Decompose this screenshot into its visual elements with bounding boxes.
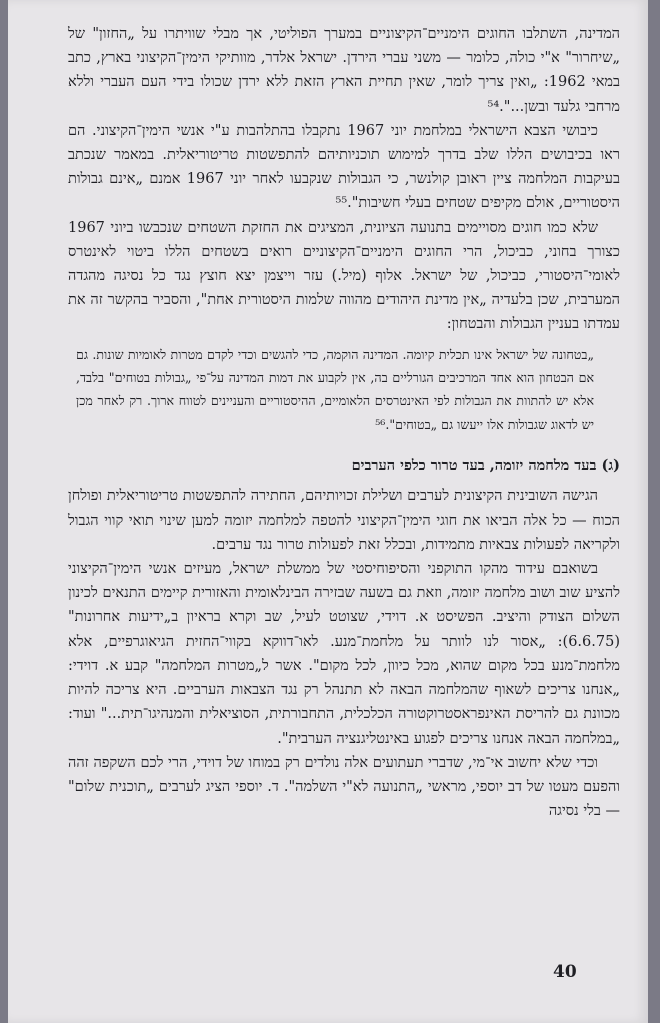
book-page [8,0,648,1023]
paragraph: המדינה, השתלבו החוגים הימניים־הקיצוניים במערך הפוליטי, אך מבלי שוויתרו על „החזון" של „שיחרור" א"י כולה, כלומר — משני עברי הירדן. ישראל אלדר, מוותיקי הימין־הקיצוני בארץ, כתב במאי 1962: „ואין צריך לומר, שאין תחיית הארץ הזאת ללא ירדן שכולו בידי העם העברי וללא מרחבי גלעד ובשן...".⁵⁴ [68,26,620,115]
block-quote: „בטחונה של ישראל אינו תכלית קיומה. המדינה הוקמה, כדי להגשים וכדי לקדם מטרות לאומיות שונות. גם אם הבטחון הוא אחד המרכיבים הגורליים בה, אין לקבוע את דמות המדינה על־פי „גבולות בטוחים" בלבד, אלא יש להתוות את הגבולות לפי האינטרסים הלאומיים, ההיסטוריים והעניינים לטווח ארוך. רק לאחר מכן יש לדאוג שגבולות אלו ייעשו גם „בטוחים".⁵⁶ [76,346,594,432]
paragraph: הגישה השובינית הקיצונית לערבים ושלילת זכויותיהם, החתירה להתפשטות טריטוריאלית ופולחן הכוח — כל אלה הביאו את חוגי הימין־הקיצוני להטפה למלחמה יזומה למען שינוי תואי קווי הגבול ולקריאה לפעולות צבאיות מתמידות, ובכלל זאת לפעולות טרור נגד ערבים. [68,488,620,553]
text-column [68,22,620,823]
paragraph: שלא כמו חוגים מסויימים בתנועה הציונית, המציגים את החזקת השטחים שנכבשו ביוני 1967 כצורך בחוני, כביכול, הרי החוגים הימניים־הקיצוניים רואים בשטחים הללו ביטוי לאינטרס לאומי־היסטורי, כביכול, של ישראל. אלוף (מיל.) עזר וייצמן יצא חוצץ נגד כל נסיגה מהגדה המערבית, שכן בלעדיה „אין מדינת היהודים מהווה שלמות היסטורית אחת", והסביר בהקשר זה את עמדתו בעניין הגבולות והבטחון: [68,219,620,333]
paragraph: בשואבם עידוד מהקו התוקפני והסיפוחיסטי של ממשלת ישראל, מעיזים אנשי הימין־הקיצוני להציע שוב ושוב מלחמה יזומה, וזאת גם בשעה שבזירה הבינלאומית והאזורית קיימים התנאים לכינון השלום הצודק והיציב. הפשיסט א. דוידי, שצוטט לעיל, שב וקרא בראיון ב„ידיעות אחרונות" (6.6.75): „אסור לנו לוותר על מלחמת־מנע. לאו־דווקא בקווי־החזית הגיאוגרפיים, אלא מלחמת־מנע בכל מקום שהוא, מכל כיוון, לכל מקום". אשר ל„מטרות המלחמה" קבע א. דוידי: „אנחנו צריכים לשאוף שהמלחמה הבאה לא תתנהל רק נגד הצבאות הערביים. היא צריכה להיות מכוונת גם להריסת האינפראסטרוקטורה הכלכלית, התחבורתית, הסוציאלית והמנהיגו־תית..." ועוד: „במלחמה הבאה אנחנו צריכים לפגוע באינטליגנציה הערבית". [68,561,620,747]
page-number: 40 [553,962,577,982]
paragraph: כיבושי הצבא הישראלי במלחמת יוני 1967 נתקבלו בהתלהבות ע"י אנשי הימין־הקיצוני. הם ראו בכיבושים הללו שלב בדרך למימוש תוכניותיהם להתפשטות טריטוריאלית. במאמר שנכתב בעיקבות המלחמה ציין ראובן קולנשר, כי הגבולות שנקבעו לאחר יוני 1967 אמנם „אינם גבולות היסטוריים, אולם מקיפים שטחים בעלי חשיבות".⁵⁵ [68,122,620,212]
paragraph: וכדי שלא יחשוב אי־מי, שדברי תעתועים אלה נולדים רק במוחו של דוידי, הרי לכם השקפה זהה והפעם מעטו של דב יוספי, מראשי „התנועה לא"י השלמה". ד. יוספי הציג לערבים „תוכנית שלום" — בלי נסיגה [68,754,620,820]
section-heading: (ג) בעד מלחמה יזומה, בעד טרור כלפי הערבים [351,457,620,475]
